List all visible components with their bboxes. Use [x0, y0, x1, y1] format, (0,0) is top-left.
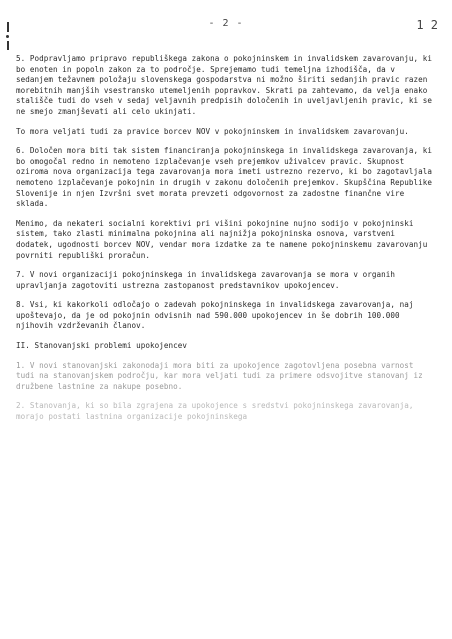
paragraph-borci: To mora veljati tudi za pravice borcev NOV v pokojninskem in invalidskem zavarovanju. — [16, 126, 409, 136]
paragraph-korektivi: Menimo, da nekateri socialni korektivi pri višini pokojnine nujno sodijo v pokojninski sistem, tako zlasti minimalna pokojnina ali najnižja pokojninska osnova, varstveni dodatek, ugodnosti borcev NOV, vendar mora izdatke za te namene pokojninskemu zavarovanju povrniti republiški proračun. — [16, 218, 432, 260]
section-heading-ii: II. Stanovanjski problemi upokojencev — [16, 341, 188, 351]
paragraph-ii-1: 1. V novi stanovanjski zakonodaji mora biti za upokojence zagotovljena posebna varnost tudi na stanovanjskem področju, kar mora veljati tudi za primere odsvojitve stanovanj iz družbene lastnine za nakupe posebno. — [16, 360, 428, 391]
page-number: - 2 - — [208, 18, 244, 29]
paragraph-7: 7. V novi organizaciji pokojninskega in invalidskega zavarovanja se mora v organih upravljanja zagotoviti ustrezna zastopanost predstavnikov upokojencev. — [16, 270, 400, 290]
paragraph-ii-2: 2. Stanovanja, ki so bila zgrajena za upokojence s sredstvi pokojninskega zavarovanja, morajo postati lastnina organizacije pokojninskega — [16, 401, 419, 422]
paragraph-6: 6. Določen mora biti tak sistem financiranja pokojninskega in invalidskega zavarovanja, ki bo omogočal redno in nemoteno izplačevanje vseh prejemkov uživalcev pravic. Skupnost oziroma nova organizacija tega zavarovanja mora imeti ustrezno rezervo, ki bo zagotavljala nemoteno izplačevanje pokojnin in drugih v zakonu določenih prejemkov. Skupščina Republike Slovenije in njen Izvršni svet morata prevzeti odgovornost za zadostne finančne vire sklada. — [16, 146, 437, 209]
paragraph-8: 8. Vsi, ki kakorkoli odločajo o zadevah pokojninskega in invalidskega zavarovanja, naj upoštevajo, da je od pokojnin odvisnih nad 590.000 upokojencev in še dobrih 100.000 njihovih vzdrževanih članov. — [16, 300, 419, 331]
corner-mark: 1 2 — [416, 18, 438, 32]
paragraph-5: 5. Podpravljamo pripravo republiškega zakona o pokojninskem in invalidskem zavarovanju, ki bo enoten in popoln zakon za to področje. Sprejemamo tudi temeljna izhodišča, da v sedanjem težavnem položaju slovenskega gospodarstva ni možno širiti sedanjih pravic razen morebitnih manjših vsestransko utemeljenih popravkov. Skrati pa zahtevamo, da velja enako stališče tudi do vseh v sedaj veljavnih predpisih določenih in uveljavljenih pravic, ki se ne smejo zmanjševati ali celo ukinjati. — [16, 54, 437, 116]
document-body — [16, 54, 437, 432]
